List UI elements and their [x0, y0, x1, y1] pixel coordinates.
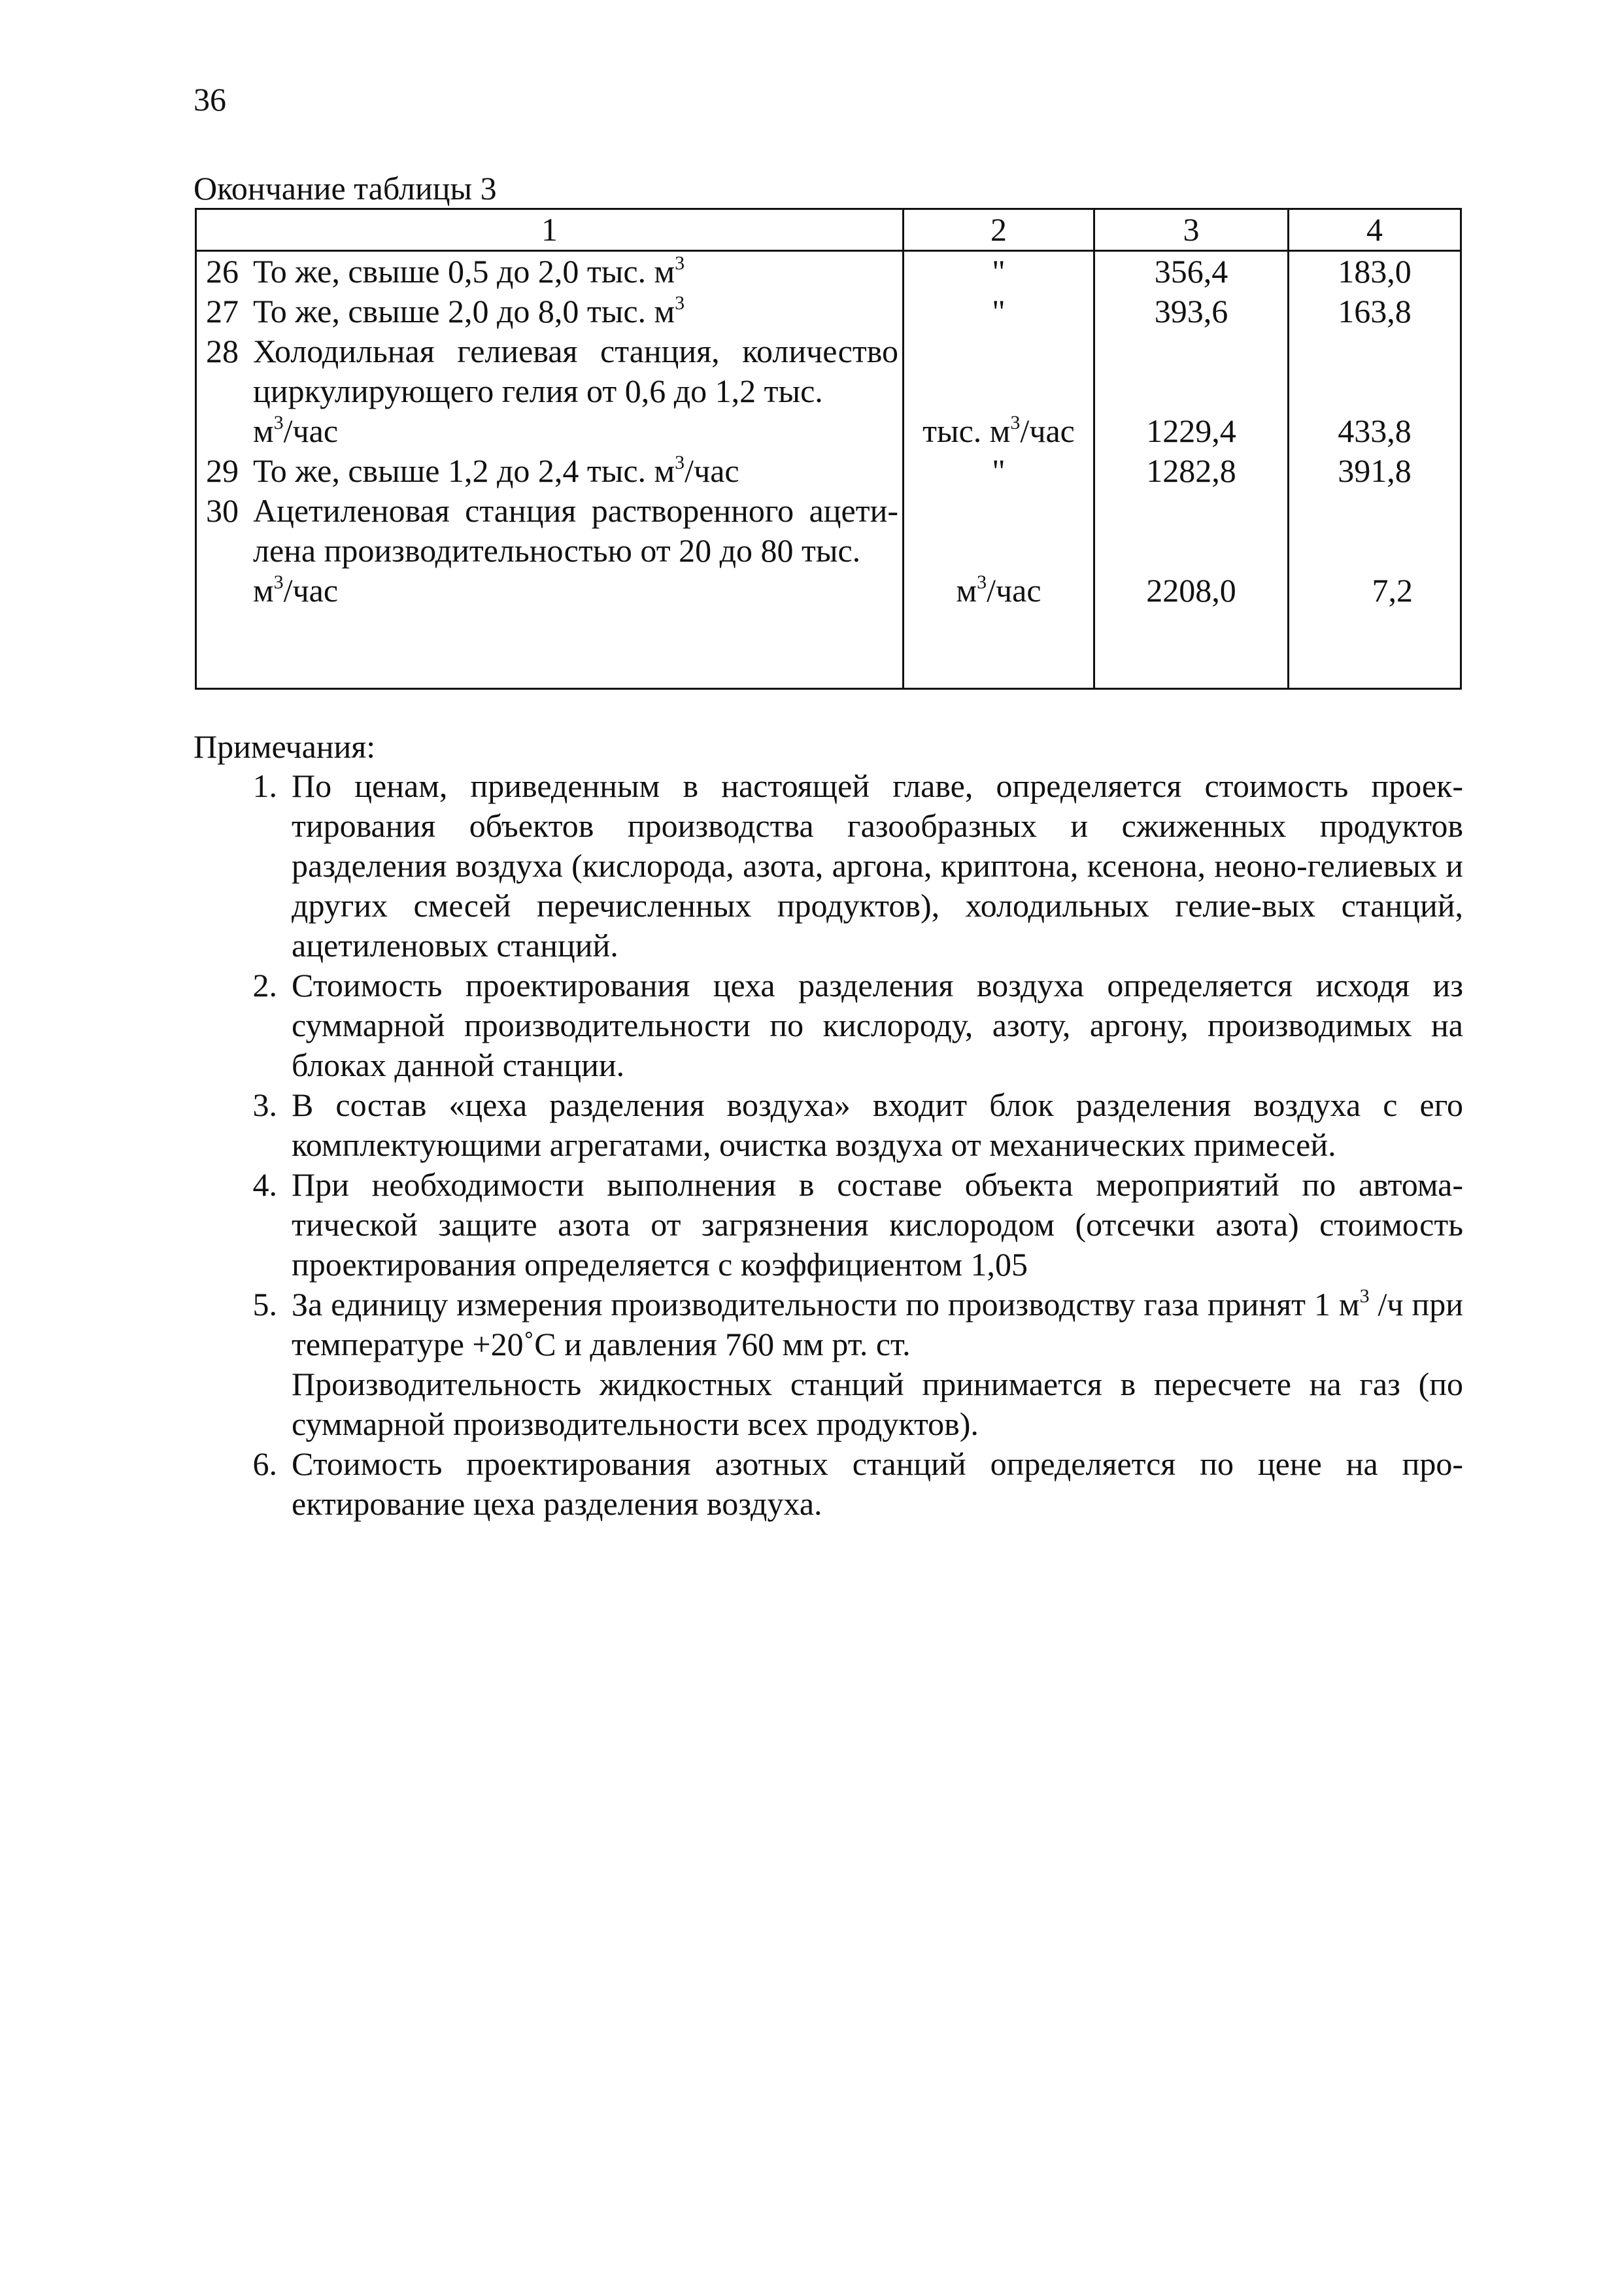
row-description: То же, свыше 0,5 до 2,0 тыс. $м^3$: [253, 252, 685, 290]
value-cell: 1282,8: [1094, 451, 1289, 491]
unit-cell: тыс. $м^3$/час: [904, 331, 1094, 451]
row-description: Холодильная гелиевая станция, количество циркулирующего гелия от 0,6 до 1,2 тыс. $м^3$/час: [253, 333, 898, 449]
note-text: Стоимость проектирования цеха разделения воздуха определяется исходя из суммарной производительности по кислороду, азоту, аргону, производимых на блоках данной станции.: [292, 967, 1463, 1083]
notes-title: Примечания:: [194, 728, 376, 765]
note-text: За единицу измерения производительности по производству газа принят 1 $м^3$ /ч при температуре +20˚С и давления 760 мм рт. ст. Производительность жидкостных станций принимается в пересчете на газ (по суммарной производительности всех продуктов).: [292, 1285, 1463, 1442]
row-description: То же, свыше 1,2 до 2,4 тыс. $м^3$/час: [253, 452, 739, 489]
row-description: Ацетиленовая станция растворенного ацети-лена производительностью от 20 до 80 тыс. $м^3$/час: [253, 492, 898, 609]
table-row: [196, 451, 1461, 491]
value-cell: 356,4: [1094, 251, 1289, 292]
row-description: То же, свыше 2,0 до 8,0 тыс. $м^3$: [253, 292, 685, 329]
unit-cell: $м^3$/час: [904, 491, 1094, 611]
list-item: [194, 966, 1463, 1085]
table-header-row: [196, 209, 1461, 251]
note-number: 4.: [252, 1166, 277, 1203]
note-text: При необходимости выполнения в составе объекта мероприятий по автома-тической защите азота от загрязнения кислородом (отсечки азота) стоимость проектирования определяется с коэффициентом 1,05: [292, 1166, 1463, 1283]
note-text: По ценам, приведенным в настоящей главе, определяется стоимость проек-тирования объектов производства газообразных и сжиженных продуктов разделения воздуха (кислорода, азота, аргона, криптона, ксенона, неоно-гелиевых и других смесей перечисленных продуктов), холодильных гелие-вых станций, ацетиленовых станций.: [292, 767, 1463, 964]
note-text: Стоимость проектирования азотных станций определяется по цене на про-ектирование цеха разделения воздуха.: [292, 1445, 1463, 1522]
row-number: 28: [206, 333, 239, 369]
value-cell: 2208,0: [1094, 491, 1289, 611]
table-row: [196, 292, 1461, 331]
page-number: 36: [194, 81, 226, 118]
price-table: [195, 208, 1462, 690]
value-cell: 1229,4: [1094, 331, 1289, 451]
table-caption: Окончание таблицы 3: [194, 170, 497, 207]
note-number: 5.: [252, 1286, 277, 1323]
list-item: [194, 1444, 1463, 1524]
table-row: [196, 251, 1461, 292]
note-number: 2.: [252, 967, 277, 1004]
unit-cell: ": [904, 292, 1094, 331]
column-header: 2: [904, 209, 1094, 251]
notes-list: [194, 766, 1463, 1524]
value-cell: 183,0: [1289, 251, 1461, 292]
row-number: 29: [206, 452, 239, 489]
column-header: 1: [196, 209, 904, 251]
row-number: 27: [206, 293, 239, 329]
unit-cell: ": [904, 451, 1094, 491]
value-cell: 163,8: [1289, 292, 1461, 331]
row-number: 26: [206, 253, 239, 290]
unit-cell: ": [904, 251, 1094, 292]
row-number: 30: [206, 492, 239, 529]
list-item: [194, 1085, 1463, 1165]
note-text: В состав «цеха разделения воздуха» входит блок разделения воздуха с его комплектующими агрегатами, очистка воздуха от механических примесей.: [292, 1087, 1463, 1163]
note-number: 6.: [252, 1445, 277, 1482]
table-row: [196, 331, 1461, 451]
list-item: [194, 1165, 1463, 1285]
table-row: [196, 491, 1461, 611]
value-cell: 433,8: [1289, 331, 1461, 451]
table-row: [196, 611, 1461, 689]
value-cell: 7,2: [1289, 491, 1461, 611]
column-header: 3: [1094, 209, 1289, 251]
note-number: 1.: [252, 767, 277, 804]
note-number: 3.: [252, 1087, 277, 1123]
column-header: 4: [1289, 209, 1461, 251]
list-item: [194, 766, 1463, 966]
list-item: [194, 1285, 1463, 1444]
value-cell: 391,8: [1289, 451, 1461, 491]
value-cell: 393,6: [1094, 292, 1289, 331]
